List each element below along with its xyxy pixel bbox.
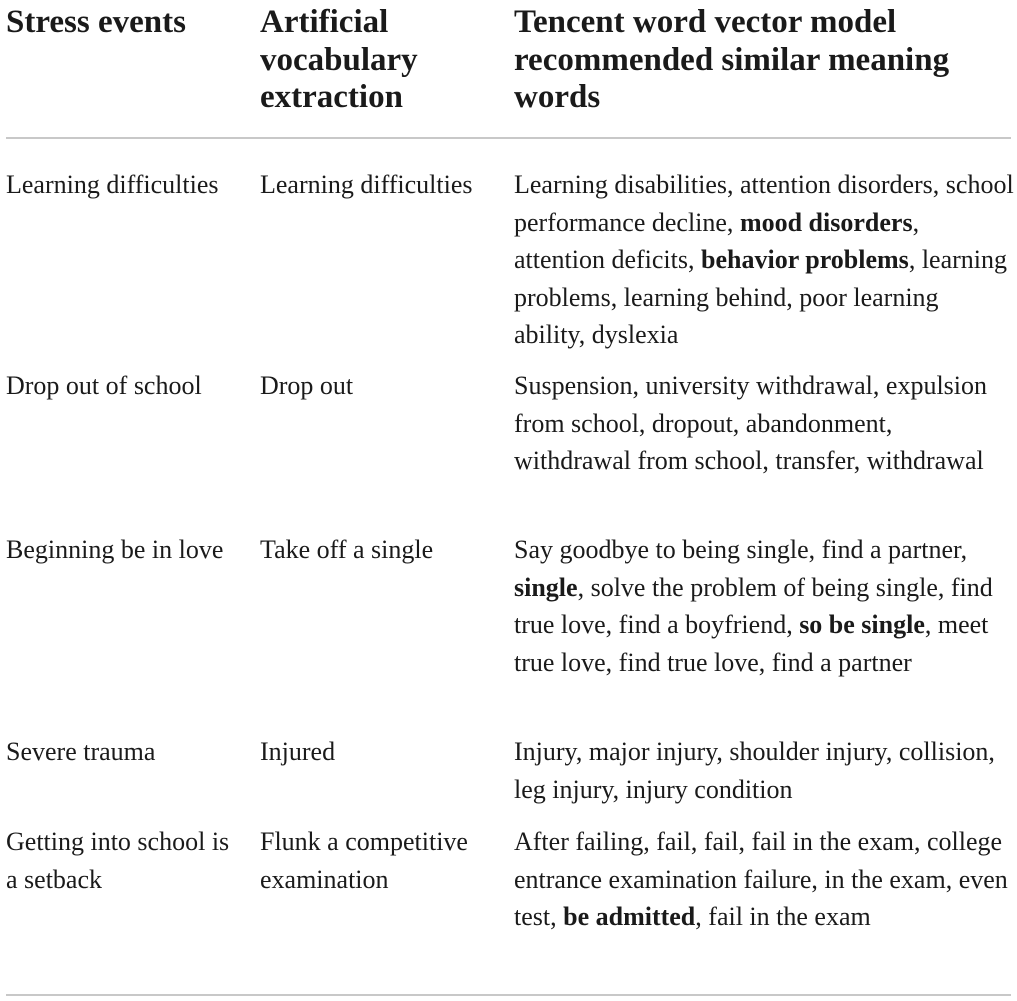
header-divider — [6, 137, 1011, 139]
highlighted-word: behavior problems — [701, 245, 909, 274]
highlighted-word: be admitted — [563, 902, 696, 931]
word-text: Suspension, university withdrawal, expulsion from school, dropout, abandonment, withdrawal from school, transfer, withdrawal — [514, 371, 988, 475]
cell-similar-words — [514, 733, 1014, 808]
word-text: , fail in the exam — [695, 902, 871, 931]
word-text: , learning problems, learning behind, poor learning ability, dyslexia — [514, 245, 1007, 349]
header-artificial-vocabulary-extraction: Artificial vocabulary extraction — [260, 4, 418, 115]
word-text: Injury, major injury, shoulder injury, collision, leg injury, injury condition — [514, 737, 995, 804]
table-header — [0, 0, 1017, 137]
highlighted-word: so be single — [799, 610, 925, 639]
cell-similar-words — [514, 531, 1014, 681]
cell-stress-event: Getting into school is a setback — [6, 827, 230, 894]
cell-similar-words — [514, 367, 1014, 480]
word-text: Learning disabilities, attention disorders, school performance decline, — [514, 170, 1014, 237]
cell-similar-words — [514, 823, 1014, 936]
header-stress-events: Stress events — [6, 4, 186, 40]
highlighted-word: mood disorders — [739, 207, 913, 237]
cell-extraction: Learning difficulties — [260, 170, 473, 199]
cell-similar-words — [514, 166, 1014, 354]
cell-stress-event: Beginning be in love — [6, 535, 224, 564]
cell-stress-event: Learning difficulties — [6, 170, 219, 199]
word-text: After failing, fail, fail, fail in the exam, college entrance examination failure, in the exam, even test, — [514, 827, 1008, 931]
word-text: , solve the problem of being single, find true love, find a boyfriend, — [514, 572, 993, 639]
header-similar-words: Tencent word vector model recommended similar meaning words — [514, 4, 950, 115]
table-bottom-rule — [6, 994, 1011, 996]
word-text: Say goodbye to being single, find a partner, — [514, 535, 968, 564]
highlighted-word: single — [514, 572, 578, 602]
cell-extraction: Drop out — [260, 371, 354, 400]
cell-stress-event: Severe trauma — [6, 737, 156, 766]
word-text: , attention deficits, — [514, 207, 920, 274]
cell-extraction: Injured — [260, 737, 336, 766]
cell-stress-event: Drop out of school — [6, 371, 202, 400]
cell-extraction: Flunk a competitive examination — [260, 827, 468, 894]
cell-extraction: Take off a single — [260, 535, 434, 564]
word-text: , meet true love, find true love, find a partner — [514, 610, 989, 677]
